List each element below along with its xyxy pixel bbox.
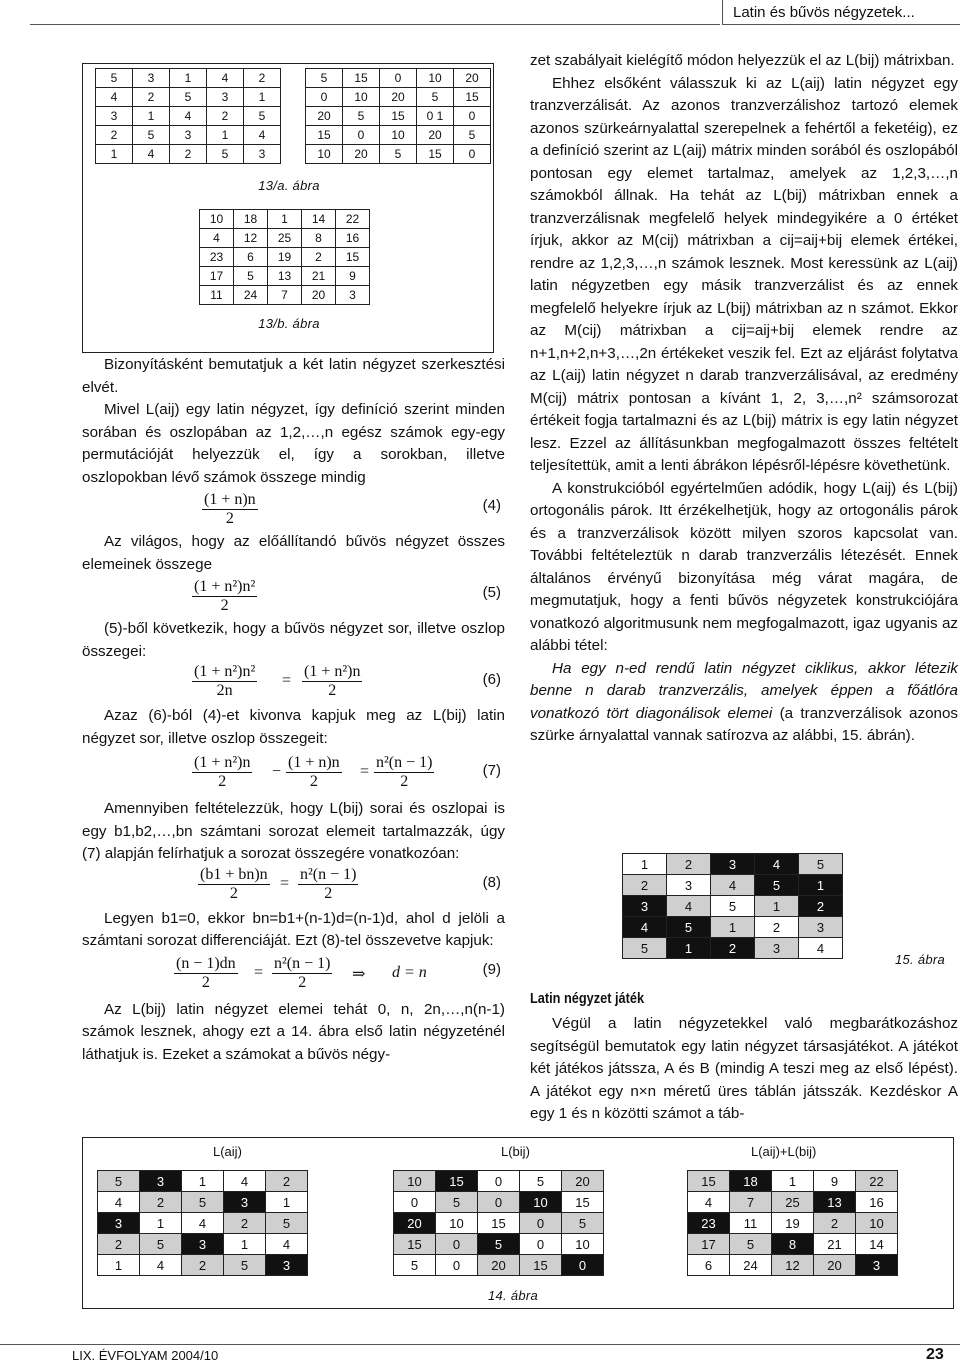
table-cell: 3 — [224, 1192, 266, 1213]
table-cell: 15 — [343, 69, 380, 88]
f8-a-numerator: (b1 + bn)n — [200, 865, 268, 883]
table-cell: 0 — [478, 1192, 520, 1213]
f9-a-numerator: (n − 1)dn — [176, 954, 236, 972]
table-row — [200, 286, 370, 305]
table-cell: 20 — [454, 69, 491, 88]
table-cell: 20 — [478, 1255, 520, 1276]
table-cell: 5 — [380, 145, 417, 164]
table-cell: 0 — [394, 1192, 436, 1213]
table-cell: 10 — [380, 126, 417, 145]
f9-b-denominator: 2 — [298, 973, 307, 991]
formula-7 — [82, 750, 505, 798]
table-cell: 3 — [266, 1255, 308, 1276]
table-cell: 1 — [140, 1213, 182, 1234]
table-cell: 6 — [688, 1255, 730, 1276]
table-cell: 9 — [336, 267, 370, 286]
table-row — [200, 248, 370, 267]
table-cell: 10 — [200, 210, 234, 229]
right-para-5: Végül a latin négyzetekkel való megbarátkozáshoz segítségül bemutatok egy latin négyzet társasjátékot. A játékot két játékos játssza, A és B (mindig A teszi meg az első lépést). A játékot egy n×n méretű üres táblán játsszák. Kezdéskor A egy 1 és n közötti számot a táb- — [530, 1015, 958, 1122]
table-cell: 1 — [711, 917, 755, 938]
table-cell: 2 — [266, 1171, 308, 1192]
table-cell: 2 — [96, 126, 133, 145]
table-cell: 5 — [394, 1255, 436, 1276]
table-cell: 5 — [730, 1234, 772, 1255]
f7-minus: − — [272, 763, 282, 780]
table-cell: 2 — [244, 69, 281, 88]
table-cell: 1 — [98, 1255, 140, 1276]
table-cell: 5 — [436, 1192, 478, 1213]
table-cell: 4 — [799, 938, 843, 959]
table-cell: 8 — [772, 1234, 814, 1255]
table-row — [96, 126, 281, 145]
table-cell: 2 — [623, 875, 667, 896]
f9-result: d = n — [392, 963, 427, 981]
table-cell: 4 — [96, 88, 133, 107]
fig14-b-table — [393, 1170, 604, 1276]
table-row — [200, 267, 370, 286]
fig14-title-a: L(aij) — [213, 1144, 242, 1159]
table-cell: 19 — [268, 248, 302, 267]
table-cell: 4 — [133, 145, 170, 164]
table-cell: 22 — [336, 210, 370, 229]
table-cell: 16 — [856, 1192, 898, 1213]
f7-b-denominator: 2 — [309, 773, 318, 790]
table-cell: 3 — [133, 69, 170, 88]
table-cell: 13 — [268, 267, 302, 286]
right-para-4 — [530, 658, 958, 748]
f5-denominator: 2 — [220, 597, 229, 614]
table-cell: 5 — [306, 69, 343, 88]
table-cell: 20 — [380, 88, 417, 107]
table-cell: 20 — [562, 1171, 604, 1192]
theorem-text: Ha egy n-ed rendű latin négyzet ciklikus, akkor létezik benne n darab tranzverzális, amelyek éppen a főátlóra vonatkozó tört diagonálisok elemei — [530, 659, 958, 722]
table-cell: 3 — [336, 286, 370, 305]
table-row — [623, 875, 843, 896]
f4-denominator: 2 — [225, 510, 234, 527]
table-row — [98, 1213, 308, 1234]
left-para-6: Amennyiben feltételezzük, hogy L(bij) sorai és oszlopai is egy b1,b2,…,bn számtani sorozat elemeit tartalmazzák, úgy (7) alapján felírhatjuk a sorozat összegére vonatkozóan: — [82, 800, 505, 862]
table-cell: 4 — [170, 107, 207, 126]
table-row — [306, 145, 491, 164]
table-cell: 1 — [244, 88, 281, 107]
table-row — [394, 1234, 604, 1255]
table-cell: 1 — [623, 854, 667, 875]
table-cell: 1 — [207, 126, 244, 145]
table-row — [306, 88, 491, 107]
table-cell: 20 — [343, 145, 380, 164]
table-cell: 2 — [224, 1213, 266, 1234]
table-cell: 10 — [520, 1192, 562, 1213]
table-cell: 0 — [520, 1234, 562, 1255]
table-cell: 9 — [814, 1171, 856, 1192]
table-cell: 0 — [520, 1213, 562, 1234]
footer-rule — [0, 1344, 960, 1345]
table-cell: 12 — [234, 229, 268, 248]
table-cell: 1 — [268, 210, 302, 229]
formula-6 — [82, 663, 505, 705]
table-cell: 3 — [140, 1171, 182, 1192]
table-cell: 15 — [394, 1234, 436, 1255]
table-cell: 3 — [96, 107, 133, 126]
f6-b-numerator: (1 + n²)n — [304, 663, 361, 680]
table-row — [200, 229, 370, 248]
table-cell: 11 — [200, 286, 234, 305]
f7-b-numerator: (1 + n)n — [288, 754, 340, 771]
table-cell: 2 — [170, 145, 207, 164]
table-cell: 2 — [814, 1213, 856, 1234]
table-cell: 5 — [133, 126, 170, 145]
f6-b-denominator: 2 — [328, 682, 337, 699]
fig14-title-b: L(bij) — [501, 1144, 530, 1159]
fig14-caption: 14. ábra — [487, 1288, 539, 1303]
table-cell: 21 — [302, 267, 336, 286]
table-cell: 25 — [268, 229, 302, 248]
fig14-a-table — [97, 1170, 308, 1276]
table-cell: 5 — [170, 88, 207, 107]
figure-14-frame — [82, 1137, 954, 1309]
table-cell: 5 — [755, 875, 799, 896]
fig14-title-c: L(aij)+L(bij) — [751, 1144, 817, 1159]
table-row — [688, 1234, 898, 1255]
table-cell: 5 — [667, 917, 711, 938]
table-cell: 7 — [268, 286, 302, 305]
right-para-3: A konstrukcióból egyértelműen adódik, hogy L(aij) és L(bij) ortogonális párok. Itt érzékelhetjük, hogy az ortogonális párok és a tranzverzálisok között milyen szoros kapcsolat van. További feltételeztük n darab tranzverzális létezését. Ennek általános érvényű bizonyítása még várat magára, de megmutatjuk, hogy a fenti bűvös négyzetek konstrukciójára vonatkozó algoritmusunk nem megfogalmazott, igaz ugyanis az alábbi tétel: — [530, 479, 958, 654]
header-rule — [30, 24, 720, 25]
f9-a-denominator: 2 — [201, 973, 210, 991]
left-para-7: Legyen b1=0, ekkor bn=b1+(n-1)d=(n-1)d, ahol d jelöli a számtani sorozat differenciáját. Ezt (8)-tel összevetve kapjuk: — [82, 909, 505, 949]
table-cell: 15 — [417, 145, 454, 164]
table-row — [96, 107, 281, 126]
f6-a-numerator: (1 + n²)n² — [194, 663, 256, 680]
table-cell: 15 — [520, 1255, 562, 1276]
table-cell: 20 — [417, 126, 454, 145]
table-cell: 3 — [182, 1234, 224, 1255]
table-cell: 5 — [454, 126, 491, 145]
table-cell: 6 — [234, 248, 268, 267]
table-cell: 3 — [755, 938, 799, 959]
table-cell: 10 — [417, 69, 454, 88]
table-cell: 5 — [182, 1192, 224, 1213]
table-cell: 4 — [98, 1192, 140, 1213]
table-cell: 5 — [562, 1213, 604, 1234]
table-cell: 11 — [730, 1213, 772, 1234]
table-cell: 1 — [772, 1171, 814, 1192]
table-cell: 22 — [856, 1171, 898, 1192]
table-cell: 15 — [688, 1171, 730, 1192]
table-cell: 1 — [133, 107, 170, 126]
table-cell: 18 — [730, 1171, 772, 1192]
f4-label: (4) — [482, 497, 501, 514]
table-row — [306, 69, 491, 88]
f4-numerator: (1 + n)n — [204, 491, 256, 508]
table-row — [394, 1171, 604, 1192]
table-cell: 5 — [244, 107, 281, 126]
table-cell: 8 — [302, 229, 336, 248]
table-cell: 3 — [207, 88, 244, 107]
fig15-table — [622, 853, 843, 959]
table-cell: 5 — [623, 938, 667, 959]
table-cell: 4 — [224, 1171, 266, 1192]
table-cell: 23 — [688, 1213, 730, 1234]
table-cell: 18 — [234, 210, 268, 229]
table-cell: 20 — [814, 1255, 856, 1276]
table-cell: 3 — [667, 875, 711, 896]
left-para-3: Az világos, hogy az előállítandó bűvös négyzet összes elemeinek összege — [82, 533, 505, 573]
table-row — [394, 1255, 604, 1276]
table-cell: 15 — [562, 1192, 604, 1213]
table-cell: 1 — [799, 875, 843, 896]
table-cell: 24 — [234, 286, 268, 305]
table-row — [98, 1255, 308, 1276]
table-cell: 2 — [755, 917, 799, 938]
table-cell: 3 — [711, 854, 755, 875]
table-cell: 5 — [234, 267, 268, 286]
table-cell: 5 — [140, 1234, 182, 1255]
fig13a-right-table — [305, 68, 491, 164]
table-cell: 1 — [224, 1234, 266, 1255]
table-cell: 5 — [520, 1171, 562, 1192]
table-cell: 5 — [417, 88, 454, 107]
table-row — [96, 88, 281, 107]
section-title: Latin négyzet játék — [530, 990, 645, 1007]
table-row — [200, 210, 370, 229]
table-cell: 2 — [98, 1234, 140, 1255]
f5-numerator: (1 + n²)n² — [194, 578, 256, 595]
table-cell: 5 — [711, 896, 755, 917]
table-row — [96, 69, 281, 88]
table-cell: 19 — [772, 1213, 814, 1234]
table-row — [306, 107, 491, 126]
table-cell: 5 — [224, 1255, 266, 1276]
left-para-5: Azaz (6)-ból (4)-et kivonva kapjuk meg az L(bij) latin négyzet sor, illetve oszlop összegeit: — [82, 707, 505, 747]
table-cell: 10 — [306, 145, 343, 164]
table-row — [623, 896, 843, 917]
table-cell: 2 — [182, 1255, 224, 1276]
f6-label: (6) — [482, 671, 501, 688]
table-cell: 1 — [96, 145, 133, 164]
table-row — [306, 126, 491, 145]
table-cell: 5 — [799, 854, 843, 875]
fig13b-caption: 13/b. ábra — [258, 316, 320, 331]
table-cell: 15 — [436, 1171, 478, 1192]
table-cell: 4 — [140, 1255, 182, 1276]
table-cell: 0 — [562, 1255, 604, 1276]
table-row — [394, 1192, 604, 1213]
left-para-8: Az L(bij) latin négyzet elemei tehát 0, n, 2n,…,n(n-1) számok lesznek, ahogy ezt a 14. ábra első latin négyzeténél láthatjuk is. Ezeket a számokat a bűvös négy- — [82, 1000, 505, 1063]
f9-equals: = — [254, 963, 264, 981]
f5-label: (5) — [482, 584, 501, 601]
table-cell: 2 — [711, 938, 755, 959]
fig13b-table — [199, 209, 370, 305]
table-cell: 25 — [772, 1192, 814, 1213]
fig15-caption: 15. ábra — [894, 952, 946, 967]
f8-equals: = — [280, 874, 290, 892]
table-cell: 10 — [343, 88, 380, 107]
table-cell: 15 — [380, 107, 417, 126]
table-cell: 1 — [170, 69, 207, 88]
table-cell: 1 — [182, 1171, 224, 1192]
table-cell: 0 1 — [417, 107, 454, 126]
right-para-2: Ehhez elsőként válasszuk ki az L(aij) latin négyzet egy tranzverzálisát. Az azonos tranzverzálishoz tartozó elemek azonos szürkeárnyalattal szerepelnek a fehértől a feketéig), ez a definíció szerint az L(aij) mátrix minden sorából és oszlopából pontosan egy elemet tartalmaz, amelyek az 1,2,3,…,n számokból állnak. Ha tehát az L(bij) mátrixban ennek a tranzverzálisnak megfelelő helyek mindegyikére a 0 értéket írjuk, akkor az M(cij) mátrixban a cij=aij+bij elemek értékei, rendre az 1,2,3,…,n számok lesznek. Most keressünk az L(aij) latin négyzetben egy másik tranzverzálist és az ennek megfelelő helyekre írjuk az L(bij) mátrixban az n számot. Ekkor az M(cij) mátrixban a cij=aij+bij elemek rendre az n+1,n+2,n+3,…,2n értékeket veszik fel. Ezt az eljárást folytatva az L(aij) latin négyzet n darab tranzverzálisával, az eredmény M(cij) mátrix pontosan a kívánt 1, 2, 3,…,n² számsorozat értékeit fogja tartalmazni és az L(bij) mátrix is egy latin négyzet lesz. Ezzel az állításunkban megfogalmazott összes feltételt teljesítettük, amit a lenti ábrákon lépésről-lépésre követhetünk. — [530, 74, 958, 474]
table-row — [688, 1255, 898, 1276]
f6-equals: = — [282, 672, 292, 689]
table-cell: 3 — [170, 126, 207, 145]
f8-b-denominator: 2 — [324, 884, 333, 902]
table-row — [623, 938, 843, 959]
table-cell: 10 — [394, 1171, 436, 1192]
right-column-section — [530, 990, 958, 1126]
figure-13-frame — [82, 63, 494, 353]
table-row — [688, 1171, 898, 1192]
table-cell: 4 — [182, 1213, 224, 1234]
table-cell: 2 — [207, 107, 244, 126]
table-cell: 0 — [306, 88, 343, 107]
table-row — [98, 1171, 308, 1192]
table-row — [623, 917, 843, 938]
f9-label: (9) — [482, 960, 501, 978]
left-para-2: Mivel L(aij) egy latin négyzet, így definíció szerint minden sorában és oszlopában az 1,2,…,n egész számok egy-egy permutációját helyezzük el, így a sorokban, illetve oszlopokban lévő számok összege mindig — [82, 401, 505, 486]
f6-a-denominator: 2n — [216, 682, 233, 699]
table-cell: 4 — [200, 229, 234, 248]
table-cell: 4 — [266, 1234, 308, 1255]
table-cell: 15 — [306, 126, 343, 145]
table-cell: 3 — [623, 896, 667, 917]
table-cell: 20 — [302, 286, 336, 305]
left-column — [82, 354, 505, 1066]
f8-label: (8) — [482, 873, 501, 891]
f7-label: (7) — [482, 762, 501, 779]
table-cell: 4 — [711, 875, 755, 896]
f7-c-numerator: n²(n − 1) — [376, 754, 433, 771]
table-cell: 0 — [436, 1234, 478, 1255]
table-row — [96, 145, 281, 164]
table-cell: 17 — [688, 1234, 730, 1255]
table-cell: 2 — [133, 88, 170, 107]
table-cell: 5 — [343, 107, 380, 126]
running-title: Latin és bűvös négyzetek... — [722, 0, 960, 25]
table-cell: 2 — [302, 248, 336, 267]
f9-implies-arrow: ⇒ — [352, 965, 366, 983]
table-cell: 5 — [98, 1171, 140, 1192]
table-cell: 24 — [730, 1255, 772, 1276]
table-cell: 0 — [380, 69, 417, 88]
table-cell: 3 — [244, 145, 281, 164]
table-cell: 2 — [140, 1192, 182, 1213]
table-cell: 5 — [478, 1234, 520, 1255]
table-cell: 0 — [478, 1171, 520, 1192]
table-cell: 20 — [306, 107, 343, 126]
formula-9 — [82, 953, 505, 999]
f7-a-numerator: (1 + n²)n — [194, 754, 251, 771]
table-cell: 5 — [96, 69, 133, 88]
table-cell: 15 — [336, 248, 370, 267]
table-cell: 15 — [454, 88, 491, 107]
table-cell: 5 — [266, 1213, 308, 1234]
table-cell: 20 — [394, 1213, 436, 1234]
table-cell: 10 — [856, 1213, 898, 1234]
f7-a-denominator: 2 — [218, 773, 227, 790]
table-cell: 4 — [688, 1192, 730, 1213]
table-cell: 12 — [772, 1255, 814, 1276]
table-cell: 21 — [814, 1234, 856, 1255]
left-para-1: Bizonyításként bemutatjuk a két latin négyzet szerkesztési elvét. — [82, 356, 505, 396]
formula-8 — [82, 866, 505, 908]
table-cell: 4 — [623, 917, 667, 938]
table-row — [688, 1192, 898, 1213]
journal-issue: LIX. ÉVFOLYAM 2004/10 — [72, 1348, 219, 1363]
table-cell: 4 — [667, 896, 711, 917]
table-cell: 0 — [343, 126, 380, 145]
theorem-tail: (a tranzverzálisok azonos szürke árnyalattal vannak satírozva az alábbi, 15. ábrán). — [530, 704, 958, 744]
table-row — [98, 1234, 308, 1255]
right-para-1: zet szabályait kielégítő módon helyezzük el az L(bij) mátrixban. — [530, 52, 955, 69]
table-cell: 13 — [814, 1192, 856, 1213]
table-row — [394, 1213, 604, 1234]
right-column — [530, 50, 958, 748]
f9-b-numerator: n²(n − 1) — [274, 954, 331, 972]
table-cell: 14 — [302, 210, 336, 229]
table-row — [688, 1213, 898, 1234]
table-cell: 17 — [200, 267, 234, 286]
table-cell: 2 — [799, 896, 843, 917]
table-cell: 3 — [799, 917, 843, 938]
table-cell: 7 — [730, 1192, 772, 1213]
formula-5 — [82, 576, 505, 618]
table-cell: 16 — [336, 229, 370, 248]
table-cell: 4 — [207, 69, 244, 88]
table-cell: 0 — [454, 107, 491, 126]
table-cell: 3 — [98, 1213, 140, 1234]
f8-b-numerator: n²(n − 1) — [300, 865, 357, 883]
formula-4 — [82, 489, 505, 531]
fig13a-left-table — [95, 68, 281, 164]
f7-equals: = — [360, 763, 370, 780]
table-cell: 4 — [755, 854, 799, 875]
table-cell: 1 — [667, 938, 711, 959]
table-cell: 3 — [856, 1255, 898, 1276]
table-cell: 2 — [667, 854, 711, 875]
table-cell: 10 — [436, 1213, 478, 1234]
page-number: 23 — [926, 1346, 944, 1363]
table-cell: 4 — [244, 126, 281, 145]
fig14-c-table — [687, 1170, 898, 1276]
table-cell: 5 — [207, 145, 244, 164]
table-cell: 23 — [200, 248, 234, 267]
table-cell: 15 — [478, 1213, 520, 1234]
table-cell: 1 — [266, 1192, 308, 1213]
table-cell: 10 — [562, 1234, 604, 1255]
table-row — [623, 854, 843, 875]
table-cell: 0 — [436, 1255, 478, 1276]
f7-c-denominator: 2 — [400, 773, 409, 790]
table-cell: 0 — [454, 145, 491, 164]
table-row — [98, 1192, 308, 1213]
fig13a-caption: 13/a. ábra — [258, 178, 320, 193]
f8-a-denominator: 2 — [229, 884, 238, 902]
table-cell: 1 — [755, 896, 799, 917]
table-cell: 14 — [856, 1234, 898, 1255]
left-para-4: (5)-ből következik, hogy a bűvös négyzet sor, illetve oszlop összegei: — [82, 620, 505, 660]
